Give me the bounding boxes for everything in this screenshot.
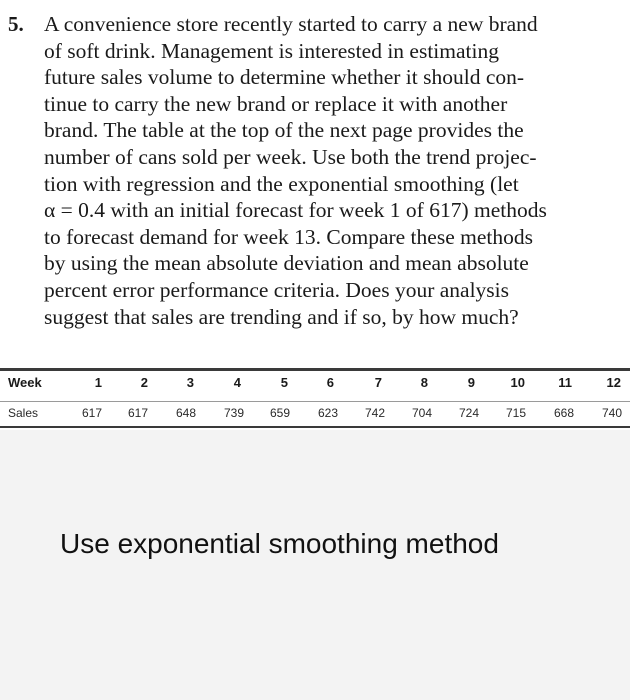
problem-line: number of cans sold per week. Use both the trend projec- [44, 144, 537, 169]
sales-table [0, 368, 630, 430]
table-bottom-rule [0, 426, 630, 428]
week-cell: 8 [420, 375, 428, 390]
week-cell: 9 [467, 375, 475, 390]
sales-cell: 617 [81, 406, 102, 420]
sales-cell: 648 [175, 406, 196, 420]
week-cell: 12 [606, 375, 621, 390]
problem-line: percent error performance criteria. Does your analysis [44, 277, 510, 302]
problem-text [44, 11, 616, 330]
table-header-rule [0, 401, 630, 402]
sales-cell: 704 [411, 406, 432, 420]
problem-line: by using the mean absolute deviation and mean absolute [44, 251, 529, 276]
week-cell: 10 [510, 375, 525, 390]
problem-line: A convenience store recently started to carry a new brand [44, 12, 538, 36]
week-cell: 5 [280, 375, 288, 390]
problem-number: 5. [8, 12, 24, 36]
week-cell: 3 [186, 375, 194, 390]
sales-row-label: Sales [8, 406, 39, 420]
problem-line: α = 0.4 with an initial forecast for week 1 of 617) methods [44, 198, 547, 223]
week-cell: 1 [94, 375, 102, 390]
sales-cell: 724 [458, 406, 479, 420]
table-top-rule [0, 368, 630, 371]
problem-line: tion with regression and the exponential smoothing (let [44, 171, 519, 196]
sales-cell: 740 [601, 406, 622, 420]
problem-line: of soft drink. Management is interested in estimating [44, 38, 499, 63]
instruction-text: Use exponential smoothing method [60, 528, 499, 559]
problem-line: tinue to carry the new brand or replace it with another [44, 91, 508, 116]
sales-row [0, 406, 630, 424]
sales-cell: 668 [553, 406, 574, 420]
comment-area [0, 430, 630, 700]
sales-cell: 742 [364, 406, 385, 420]
sales-cell: 739 [223, 406, 244, 420]
problem-line: to forecast demand for week 13. Compare these methods [44, 224, 533, 249]
week-cell: 7 [374, 375, 382, 390]
sales-cell: 715 [505, 406, 526, 420]
problem-line: future sales volume to determine whether it should con- [44, 65, 525, 90]
week-row [0, 375, 630, 397]
problem-line: suggest that sales are trending and if so, by how much? [44, 304, 519, 329]
week-cell: 4 [233, 375, 241, 390]
sales-cell: 617 [127, 406, 148, 420]
sales-cell: 659 [269, 406, 290, 420]
week-cell: 11 [558, 375, 572, 390]
problem-statement [0, 0, 630, 340]
week-cell: 2 [140, 375, 148, 390]
problem-line: brand. The table at the top of the next page provides the [44, 118, 524, 143]
week-row-label: Week [8, 375, 42, 390]
sales-cell: 623 [317, 406, 338, 420]
week-cell: 6 [326, 375, 334, 390]
